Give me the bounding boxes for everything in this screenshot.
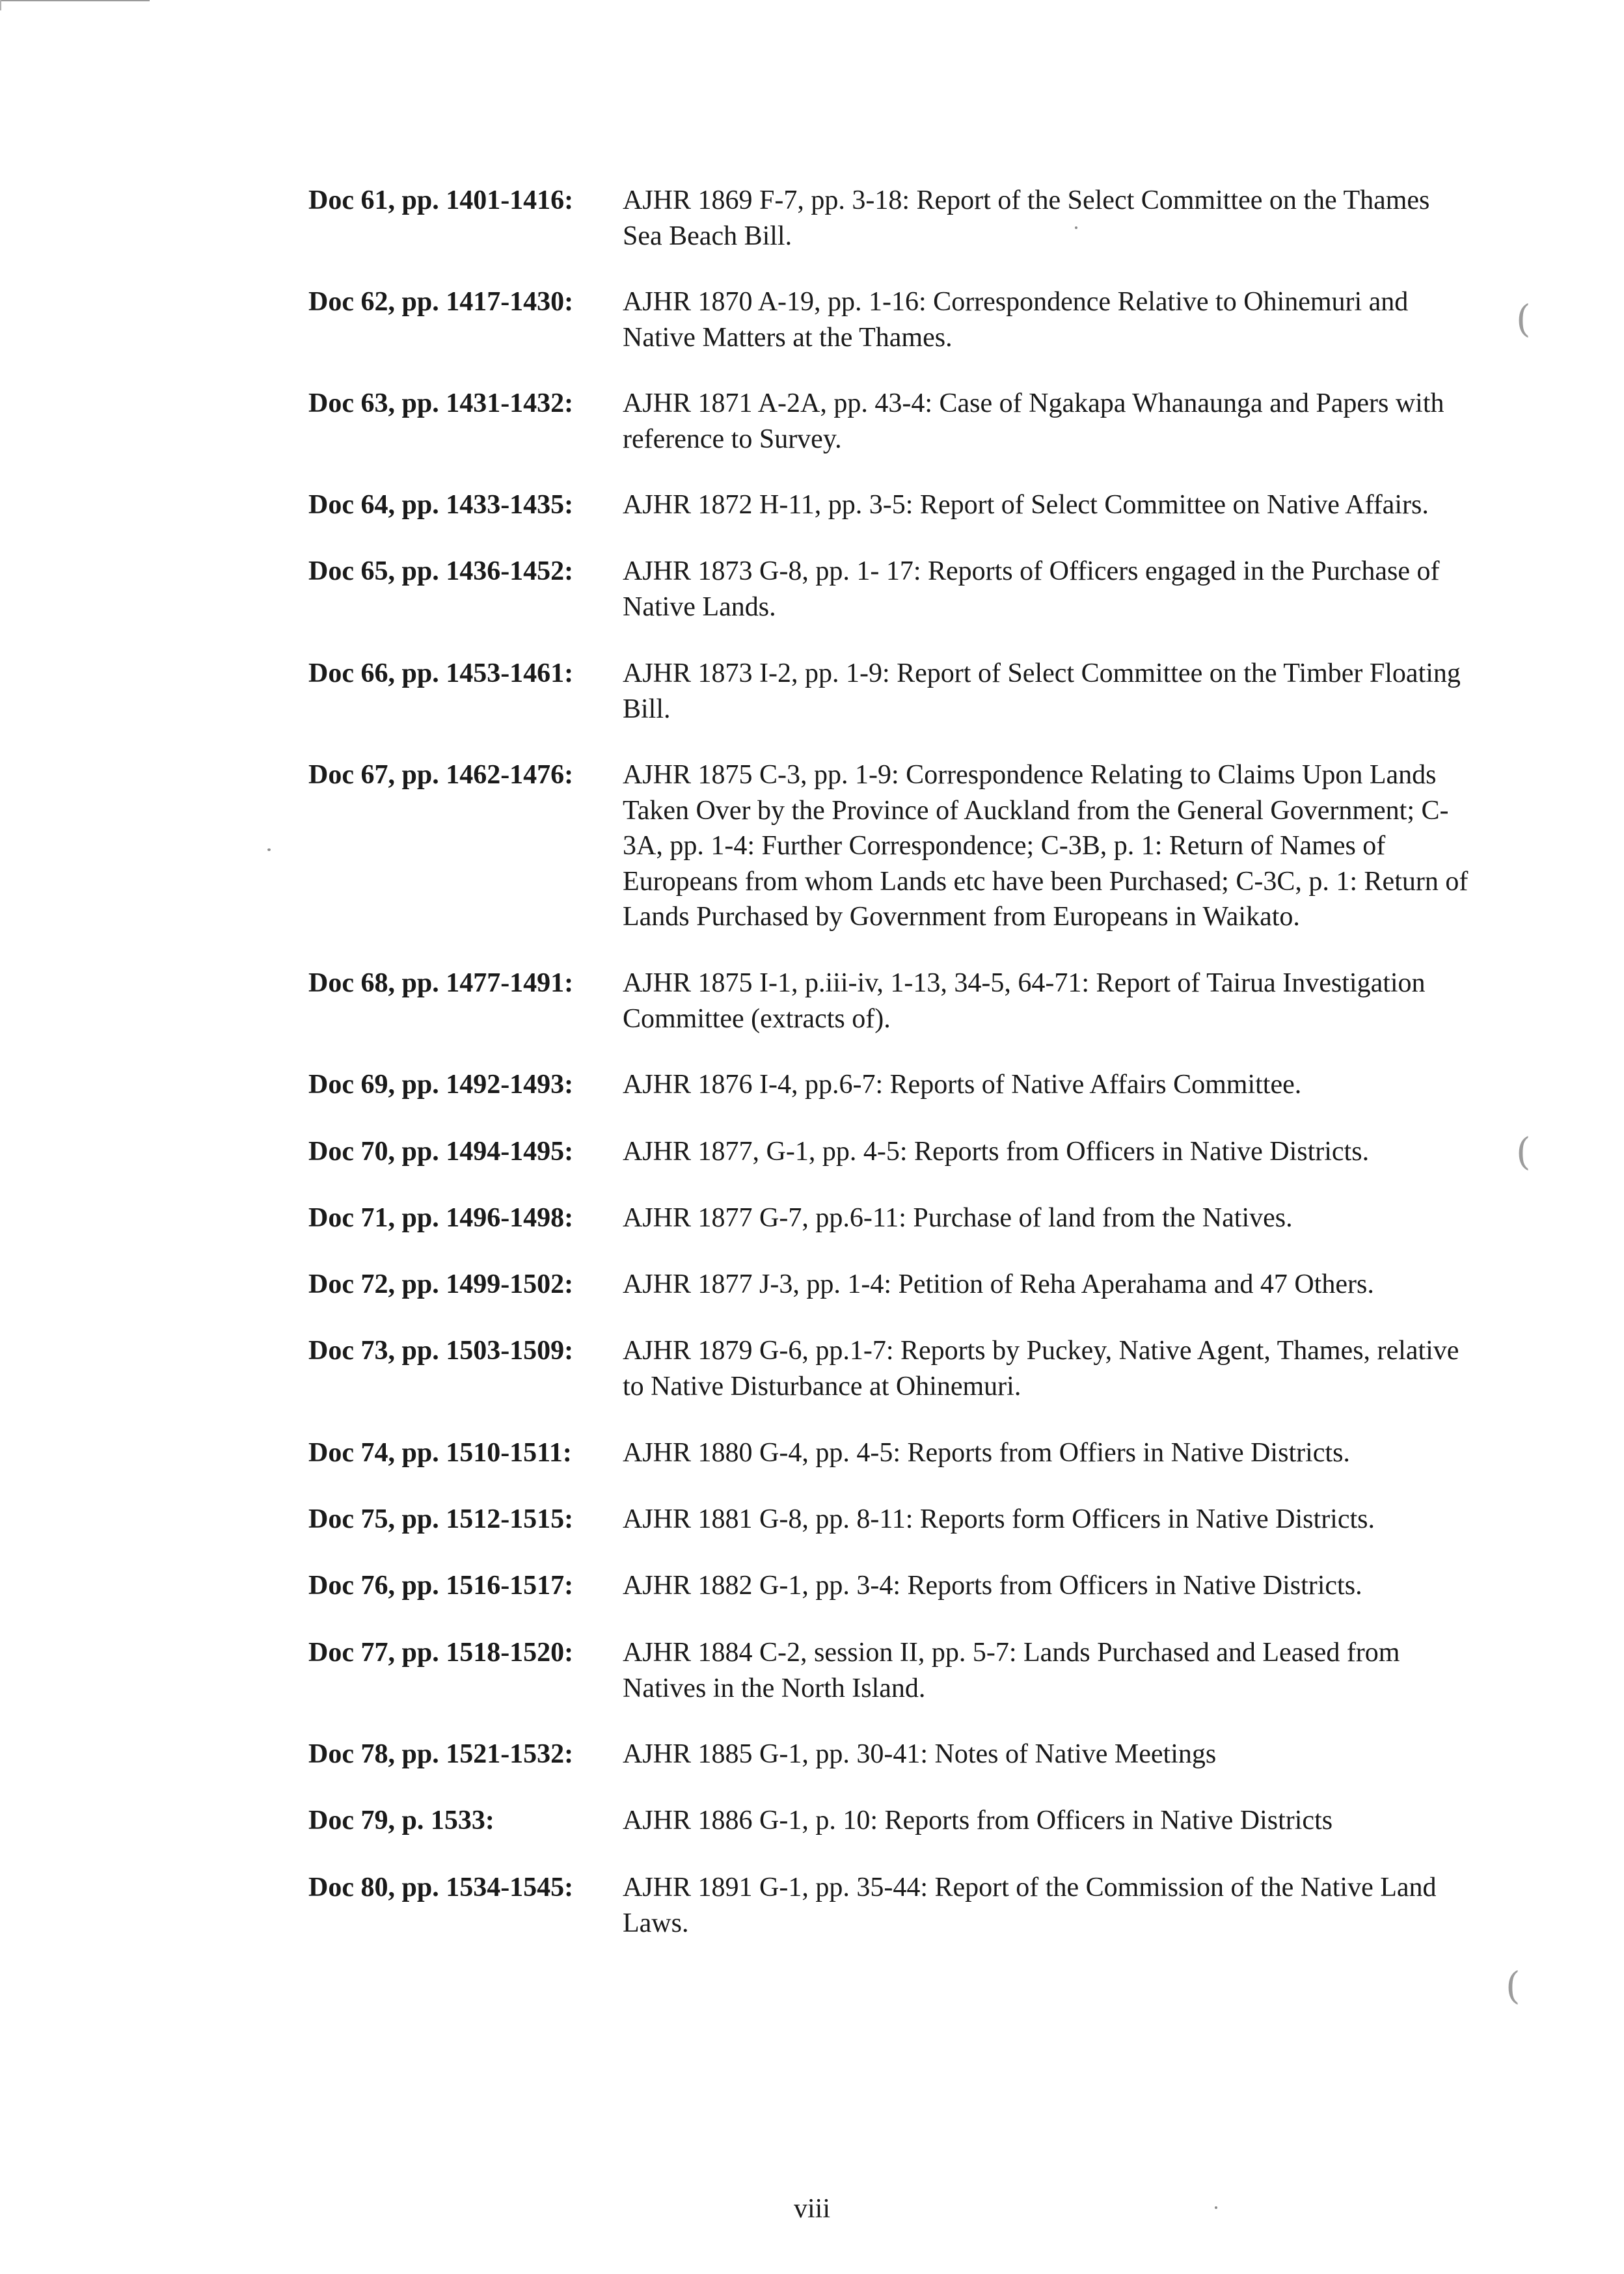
doc-reference: Doc 63, pp. 1431-1432: <box>308 388 574 418</box>
doc-reference: Doc 67, pp. 1462-1476: <box>308 760 574 790</box>
doc-reference: Doc 68, pp. 1477-1491: <box>308 968 574 998</box>
scan-speck <box>1075 226 1077 229</box>
doc-reference: Doc 76, pp. 1516-1517: <box>308 1571 574 1601</box>
doc-reference: Doc 71, pp. 1496-1498: <box>308 1203 574 1233</box>
doc-description: AJHR 1880 G-4, pp. 4-5: Reports from Offiers in Native Districts. <box>623 1438 1350 1468</box>
doc-reference: Doc 72, pp. 1499-1502: <box>308 1269 574 1299</box>
doc-description: AJHR 1891 G-1, pp. 35-44: Report of the Commission of the Native Land Laws. <box>623 1873 1437 1938</box>
margin-bracket-mark: ( <box>1506 1964 1521 2008</box>
doc-description: AJHR 1873 G-8, pp. 1- 17: Reports of Officers engaged in the Purchase of Native Lands. <box>623 556 1440 622</box>
doc-description: AJHR 1881 G-8, pp. 8-11: Reports form Officers in Native Districts. <box>623 1504 1375 1534</box>
doc-description: AJHR 1871 A-2A, pp. 43-4: Case of Ngakapa Whanaunga and Papers with reference to Survey. <box>623 388 1444 454</box>
doc-description: AJHR 1877 J-3, pp. 1-4: Petition of Reha Aperahama and 47 Others. <box>623 1269 1374 1299</box>
page-number: viii <box>793 2194 830 2224</box>
doc-reference: Doc 73, pp. 1503-1509: <box>308 1336 574 1366</box>
doc-description: AJHR 1884 C-2, session II, pp. 5-7: Lands Purchased and Leased from Natives in the North Island. <box>623 1638 1400 1703</box>
doc-reference: Doc 64, pp. 1433-1435: <box>308 490 574 520</box>
scan-speck <box>267 848 271 851</box>
doc-description: AJHR 1872 H-11, pp. 3-5: Report of Select Committee on Native Affairs. <box>623 490 1429 520</box>
doc-reference: Doc 65, pp. 1436-1452: <box>308 556 574 586</box>
doc-reference: Doc 80, pp. 1534-1545: <box>308 1873 574 1902</box>
doc-reference: Doc 79, p. 1533: <box>308 1806 494 1835</box>
doc-reference: Doc 69, pp. 1492-1493: <box>308 1070 574 1100</box>
doc-description: AJHR 1875 I-1, p.iii-iv, 1-13, 34-5, 64-71: Report of Tairua Investigation Committee (extracts of). <box>623 968 1426 1034</box>
doc-reference: Doc 75, pp. 1512-1515: <box>308 1504 574 1534</box>
doc-reference: Doc 66, pp. 1453-1461: <box>308 658 574 688</box>
scan-speck <box>1215 2206 1217 2209</box>
doc-reference: Doc 78, pp. 1521-1532: <box>308 1739 574 1769</box>
doc-description: AJHR 1879 G-6, pp.1-7: Reports by Puckey, Native Agent, Thames, relative to Native Disturbance at Ohinemuri. <box>623 1336 1459 1401</box>
doc-description: AJHR 1882 G-1, pp. 3-4: Reports from Officers in Native Districts. <box>623 1571 1362 1601</box>
doc-description: AJHR 1875 C-3, pp. 1-9: Correspondence Relating to Claims Upon Lands Taken Over by the Province of Auckland from the General Government; C-3A, pp. 1-4: Further Correspondence; C-3B, p. 1: Return of Names of Europeans from whom Lands etc have been Purchased; C-3C, p. 1: Return of Lands Purchased by Government from Europeans in Waikato. <box>623 760 1468 932</box>
margin-bracket-mark: ( <box>1516 297 1531 341</box>
scan-edge-mark-vertical <box>0 0 1 10</box>
doc-description: AJHR 1873 I-2, pp. 1-9: Report of Select Committee on the Timber Floating Bill. <box>623 658 1461 724</box>
margin-bracket-mark: ( <box>1516 1130 1531 1174</box>
doc-reference: Doc 62, pp. 1417-1430: <box>308 287 574 317</box>
doc-description: AJHR 1870 A-19, pp. 1-16: Correspondence Relative to Ohinemuri and Native Matters at the Thames. <box>623 287 1409 353</box>
doc-reference: Doc 77, pp. 1518-1520: <box>308 1638 574 1668</box>
doc-description: AJHR 1876 I-4, pp.6-7: Reports of Native Affairs Committee. <box>623 1070 1302 1100</box>
doc-reference: Doc 70, pp. 1494-1495: <box>308 1137 574 1167</box>
scan-edge-mark <box>0 0 150 1</box>
doc-description: AJHR 1869 F-7, pp. 3-18: Report of the Select Committee on the Thames Sea Beach Bill. <box>623 185 1430 251</box>
doc-description: AJHR 1886 G-1, p. 10: Reports from Officers in Native Districts <box>623 1806 1333 1835</box>
doc-description: AJHR 1877 G-7, pp.6-11: Purchase of land from the Natives. <box>623 1203 1293 1233</box>
doc-description: AJHR 1885 G-1, pp. 30-41: Notes of Native Meetings <box>623 1739 1217 1769</box>
doc-reference: Doc 61, pp. 1401-1416: <box>308 185 574 215</box>
doc-reference: Doc 74, pp. 1510-1511: <box>308 1438 572 1468</box>
doc-description: AJHR 1877, G-1, pp. 4-5: Reports from Officers in Native Districts. <box>623 1137 1370 1167</box>
